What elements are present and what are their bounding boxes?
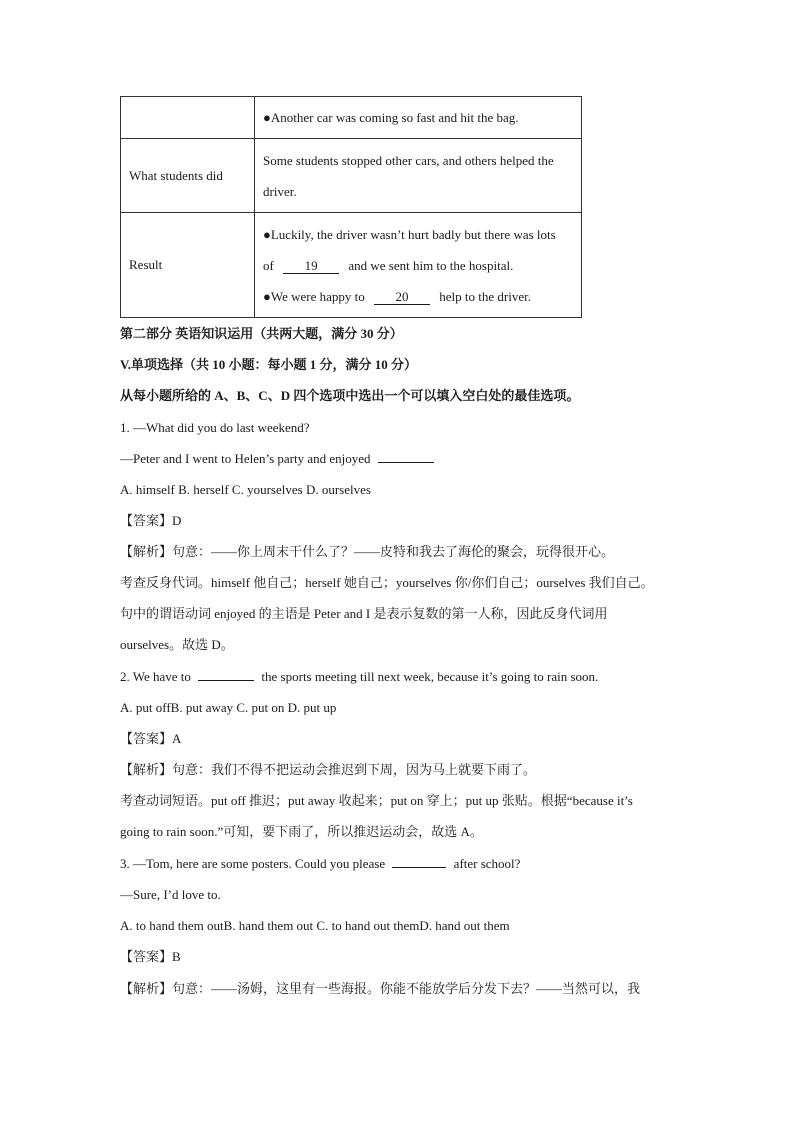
q2-stem (120, 661, 598, 692)
q3-stem (120, 848, 520, 879)
q1-analysis: 句中的谓语动词 enjoyed 的主语是 Peter and I 是表示复数的第一人称，因此反身代词用 (120, 606, 608, 621)
table-row (121, 97, 582, 139)
q1-response (120, 443, 434, 474)
blank-20: 20 (374, 289, 430, 305)
cell-text: driver. (263, 183, 297, 199)
row-content (255, 213, 582, 318)
cell-text (263, 250, 573, 281)
text-segment: 3. —Tom, here are some posters. Could you please (120, 856, 386, 871)
q3-answer: 【答案】B (120, 949, 181, 964)
q2-options: A. put offB. put away C. put on D. put up (120, 700, 337, 715)
row-label: What students did (121, 139, 255, 213)
q1-answer: 【答案】D (120, 513, 182, 528)
row-content (255, 97, 582, 139)
answer-blank (198, 668, 254, 681)
cell-text: ●Luckily, the driver wasn’t hurt badly but there was lots (263, 226, 556, 242)
text-segment: after school? (453, 856, 521, 871)
row-label: Result (121, 213, 255, 318)
q1-stem: 1. —What did you do last weekend? (120, 420, 310, 435)
q2-analysis: going to rain soon.”可知，要下雨了，所以推迟运动会，故选 A。 (120, 824, 483, 839)
cell-text: ●Another car was coming so fast and hit the bag. (263, 110, 519, 125)
text-segment: the sports meeting till next week, because it’s going to rain soon. (261, 669, 599, 684)
cell-text (263, 281, 573, 312)
q1-analysis: ourselves。故选 D。 (120, 637, 234, 652)
q3-analysis: 【解析】句意：——汤姆，这里有一些海报。你能不能放学后分发下去？——当然可以，我 (120, 981, 641, 996)
text-segment: of (263, 257, 274, 273)
answer-blank (392, 855, 446, 868)
instruction: 从每小题所给的 A、B、C、D 四个选项中选出一个可以填入空白处的最佳选项。 (120, 388, 580, 403)
answer-blank (378, 450, 434, 463)
row-label (121, 97, 255, 139)
q1-analysis: 考查反身代词。himself 他自己；herself 她自己；yourselves 你/你们自己；ourselves 我们自己。 (120, 575, 654, 590)
cell-text: Some students stopped other cars, and others helped the (263, 152, 554, 168)
section-title: 第二部分 英语知识运用（共两大题，满分 30 分） (120, 326, 403, 341)
row-content (255, 139, 582, 213)
table-row (121, 213, 582, 318)
text-segment: help to the driver. (439, 288, 531, 304)
blank-19: 19 (283, 258, 339, 274)
q3-response: —Sure, I’d love to. (120, 887, 221, 902)
q2-analysis: 考查动词短语。put off 推迟；put away 收起来；put on 穿上；put up 张贴。根据“because it’s (120, 793, 633, 808)
text-segment: ●We were happy to (263, 288, 365, 304)
text-segment: and we sent him to the hospital. (348, 257, 514, 273)
q3-options: A. to hand them outB. hand them out C. to hand out themD. hand out them (120, 918, 510, 933)
q1-analysis: 【解析】句意：——你上周末干什么了？——皮特和我去了海伦的聚会，玩得很开心。 (120, 544, 615, 559)
q2-answer: 【答案】A (120, 731, 182, 746)
story-table (120, 96, 582, 318)
q1-options: A. himself B. herself C. yourselves D. ourselves (120, 482, 371, 497)
table-row (121, 139, 582, 213)
text-segment: 2. We have to (120, 669, 191, 684)
part-title: V.单项选择（共 10 小题：每小题 1 分，满分 10 分） (120, 357, 417, 372)
text-segment: —Peter and I went to Helen’s party and enjoyed (120, 451, 371, 466)
q2-analysis: 【解析】句意：我们不得不把运动会推迟到下周，因为马上就要下雨了。 (120, 762, 537, 777)
